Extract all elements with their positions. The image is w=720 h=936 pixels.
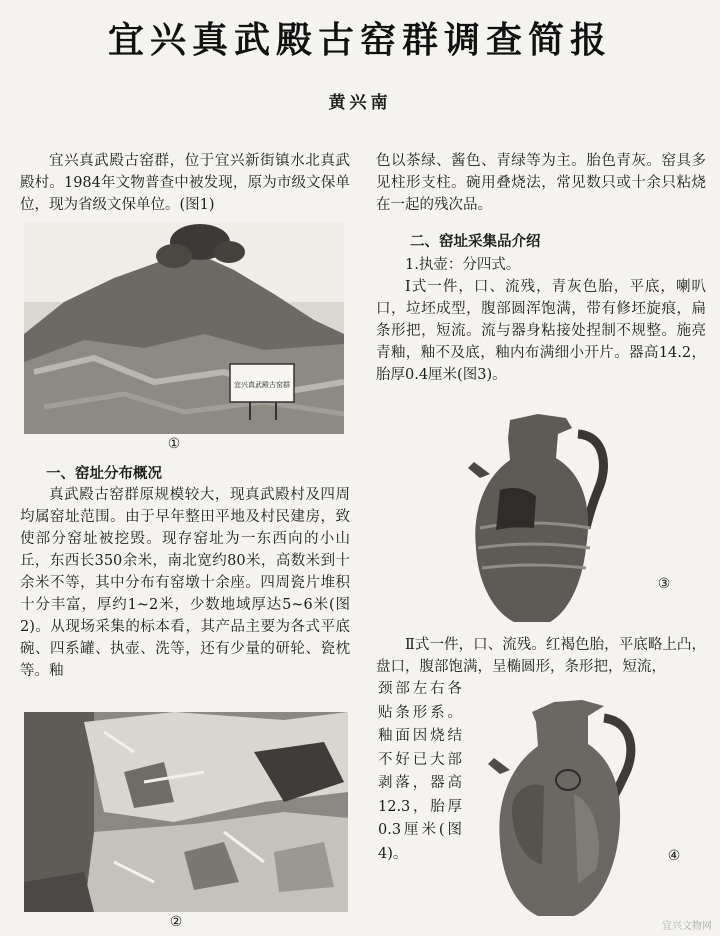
article-author: 黄兴南 bbox=[328, 93, 392, 113]
type-2-description-intro: Ⅱ式一件，口、流残。红褐色胎，平底略上凸，盘口，腹部饱满，呈椭圆形，条形把，短流， bbox=[376, 637, 706, 675]
article-title: 宜兴真武殿古窑群调查简报 bbox=[107, 20, 612, 61]
figure-3-caption: ③ bbox=[657, 576, 671, 592]
figure-2-shard-deposit-photo bbox=[24, 712, 348, 912]
figure-4-type-2-ewer-photo bbox=[484, 694, 644, 922]
figure-4-caption: ④ bbox=[667, 848, 681, 864]
section-1-body: 真武殿古窑群原规模较大，现真武殿村及四周均属窑址范围。由于早年整田平地及村民建房，致使部分窑址被挖毁。现存窑址为一东西向的小山丘，东西长350余米，南北宽约80米，高数米到十余米不等，其中分布有窑墩十余座。四周瓷片堆积十分丰富，厚约1~2米，少数地域厚达5~6米(图2)。从现场采集的标本看，其产品主要为各式平底碗、四系罐、执壶、洗等，还有少量的研轮、瓷枕等。釉 bbox=[20, 487, 350, 679]
type-1-description: Ⅰ式一件，口、流残，青灰色胎，平底，喇叭口，垃坯成型，腹部圆浑饱满，带有修坯旋痕，扁条形把，短流。流与器身粘接处捏制不规整。施亮青釉，釉不及底，釉内布满细小开片。器高14.2，胎厚0.4厘米(图3)。 bbox=[376, 279, 706, 383]
figure-2-caption: ② bbox=[169, 914, 183, 930]
intro-paragraph: 宜兴真武殿古窑群，位于宜兴新街镇水北真武殿村。1984年文物普查中被发现，原为市级文保单位，现为省级文保单位。(图1) bbox=[20, 153, 350, 213]
continued-paragraph: 色以茶绿、酱色、青绿等为主。胎色青灰。窑具多见柱形支柱。碗用叠烧法，常见数只或十余只粘烧在一起的残次品。 bbox=[376, 153, 706, 213]
type-2-ewer-image bbox=[484, 694, 644, 922]
figure-1-kiln-mound-photo bbox=[24, 222, 344, 434]
figure-1-caption: ① bbox=[167, 436, 181, 452]
section-1-heading: 一、窑址分布概况 bbox=[46, 466, 162, 482]
section-2-heading: 二、窑址采集品介绍 bbox=[410, 234, 541, 250]
figure-3-type-1-ewer-photo bbox=[466, 408, 616, 628]
sign-text: 宜兴真武殿古窑群 bbox=[234, 381, 290, 389]
type-1-ewer-image bbox=[466, 408, 616, 628]
shard-deposit-image bbox=[24, 712, 348, 912]
kiln-mound-image bbox=[24, 222, 344, 434]
ewer-subheading: 1.执壶：分四式。 bbox=[405, 257, 521, 273]
site-watermark: 宜兴文物网 bbox=[662, 921, 712, 932]
type-2-description-narrow: 颈部左右各贴条形系。釉面因烧结不好已大部剥落，器高12.3，胎厚0.3厘米(图4)。 bbox=[378, 681, 462, 862]
